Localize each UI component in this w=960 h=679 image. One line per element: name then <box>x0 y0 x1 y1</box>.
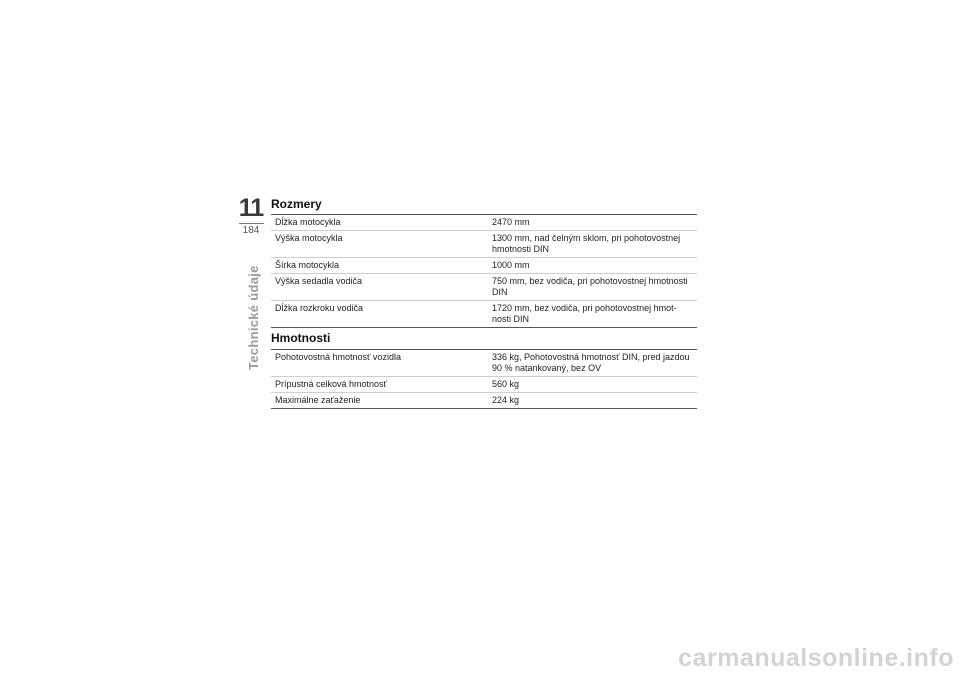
chapter-number: 11 <box>238 194 264 222</box>
row-value: 750 mm, bez vodiča, pri pohotovostnej hmotnosti DIN <box>488 274 697 301</box>
table-row <box>271 258 697 274</box>
page-number: 184 <box>242 225 260 236</box>
section-title-weights: Hmotnosti <box>271 331 331 345</box>
table-row <box>271 215 697 231</box>
row-value: 224 kg <box>488 393 697 409</box>
table-row <box>271 274 697 301</box>
row-label: Dĺžka motocykla <box>271 215 488 231</box>
row-value: 1300 mm, nad čelným sklom, pri pohotovostnej hmotnosti DIN <box>488 231 697 258</box>
weights-table <box>271 349 697 409</box>
row-value: 560 kg <box>488 377 697 393</box>
dimensions-table <box>271 214 697 328</box>
row-label: Prípustná celková hmotnosť <box>271 377 488 393</box>
row-label: Výška motocykla <box>271 231 488 258</box>
row-label: Maximálne zaťaženie <box>271 393 488 409</box>
chapter-rule <box>239 223 264 224</box>
row-value: 1000 mm <box>488 258 697 274</box>
watermark: carmanualsonline.info <box>678 644 954 672</box>
row-label: Výška sedadla vodiča <box>271 274 488 301</box>
table-row <box>271 377 697 393</box>
chapter-side-label: Technické údaje <box>246 265 261 370</box>
row-label: Šírka motocykla <box>271 258 488 274</box>
row-value: 1720 mm, bez vodiča, pri pohotovostnej hmot-nosti DIN <box>488 301 697 328</box>
section-title-dimensions: Rozmery <box>271 197 322 211</box>
table-row <box>271 231 697 258</box>
table-row <box>271 301 697 328</box>
row-value: 336 kg, Pohotovostná hmotnosť DIN, pred jazdou 90 % natankovaný, bez OV <box>488 350 697 377</box>
table-row <box>271 393 697 409</box>
row-label: Pohotovostná hmotnosť vozidla <box>271 350 488 377</box>
row-value: 2470 mm <box>488 215 697 231</box>
table-row <box>271 350 697 377</box>
row-label: Dĺžka rozkroku vodiča <box>271 301 488 328</box>
